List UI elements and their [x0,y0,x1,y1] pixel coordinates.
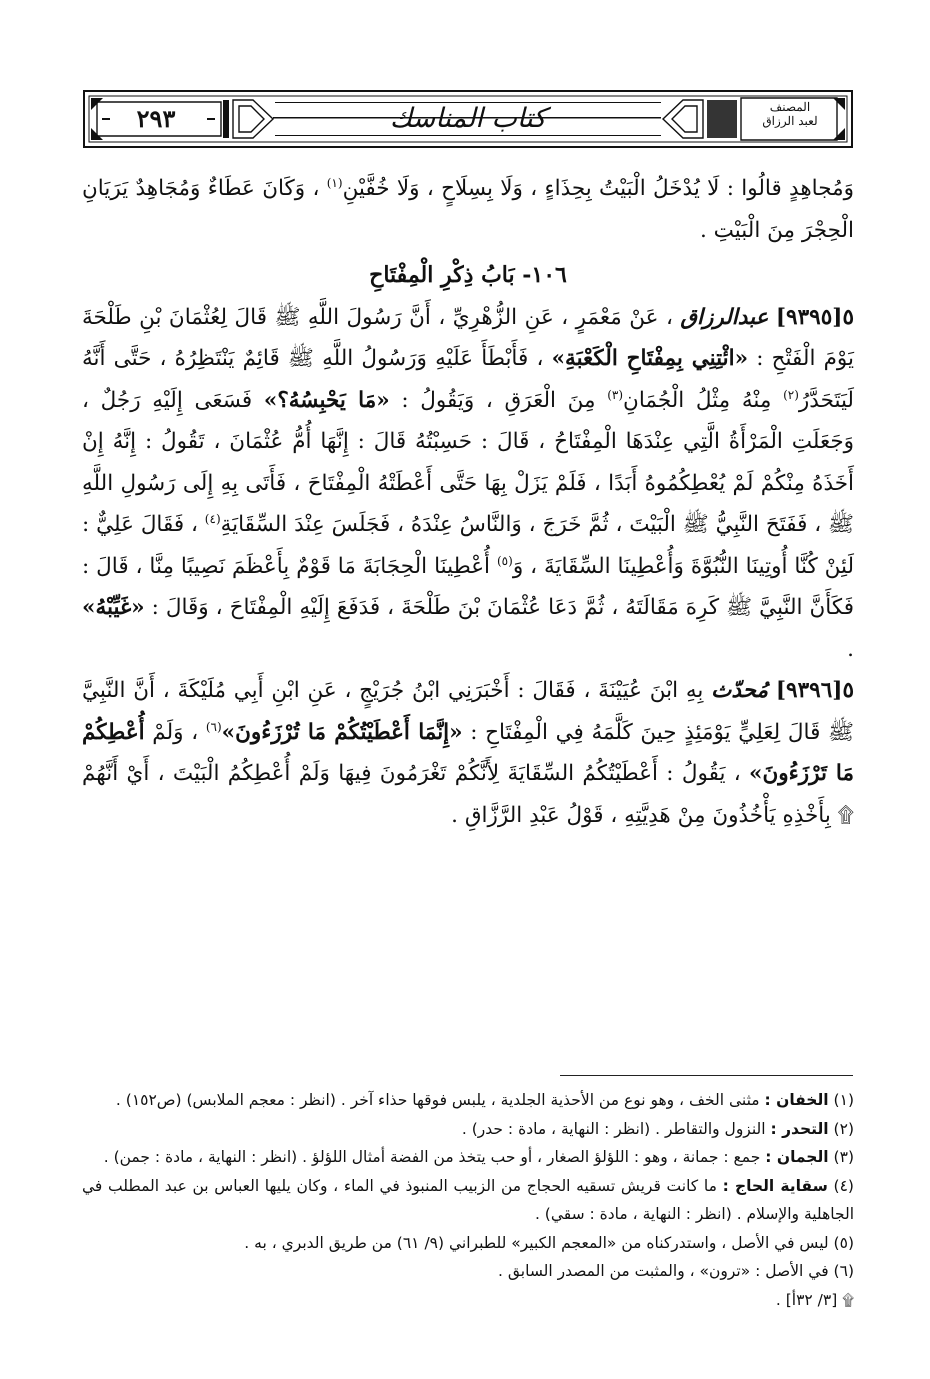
footnote-2 [82,1115,854,1144]
hadith-text: مِنَ الْعَرَقِ ، وَيَقُولُ : [401,387,596,413]
footnote-text: النزول والتقاطر . (انظر : النهاية ، مادة : حدر) . [461,1119,766,1138]
prophetic-quote: «مَا يَحْبِسُهُ؟» [263,387,390,413]
hadith-number: ٥[٩٣٩٥] [775,304,854,330]
hadith-text: ، فَأَبْطَأَ عَلَيْهِ وَرَسُولُ اللَّهِ ﷺ قَائِمٌ يَنْتَظِرُهُ ، حَتَّى أَنَّهُ لَيَتَحَدَّرُ [82,346,854,413]
manuscript-marker-icon: ۩ [842,1290,854,1309]
prophetic-quote: أُعْطِكُمْ مَا تَرْزَءُونَ» [82,719,854,786]
footnote-ref-6: (٦) [205,719,222,734]
hadith-text: بِهِ ابْنَ عُيَيْنَةَ ، فَقَالَ : أَخْبَرَنِي ابْنُ جُرَيْجٍ ، عَنِ ابْنِ أَبِي مُلَيْكَةَ ، أَنَّ النَّبِيَّ ﷺ قَالَ لِعَلِيٍّ يَوْمَئِذٍ حِينَ كَلَّمَهُ فِي الْمِفْتَاحِ : [82,678,854,745]
footnote-number: (٦) [833,1262,854,1280]
footnote-4 [82,1172,854,1229]
intro-paragraph [82,168,854,251]
footnote-text: [٣/ ٣٢أ] . [775,1290,838,1309]
hadith-text: ، وَلَمْ [152,719,199,745]
footnote-number: (١) [833,1091,854,1109]
chapter-heading: ١٠٦- بَابُ ذِكْرِ الْمِفْتَاحِ [369,262,567,288]
prophetic-quote: «ائْتِنِي بِمِفْتَاحِ الْكَعْبَةِ» [551,346,749,371]
prophetic-quote: «غَيِّبْهُ» [82,595,145,620]
running-title: كتاب المناسك [389,103,547,134]
footnote-number: (٢) [833,1119,854,1138]
footnote-number: (٥) [833,1233,854,1252]
hadith-text: أُعْطِينَا الْحِجَابَةَ مَا قَوْمٌ بِأَعْظَمَ نَصِيبًا مِنَّا ، قَالَ : فَكَأَنَّ النَّبِيَّ ﷺ كَرِهَ مَقَالَتَهُ ، ثُمَّ دَعَا عُثْمَانَ بْنَ طَلْحَةَ ، فَدَفَعَ إِلَيْهِ الْمِفْتَاحَ ، وَقَالَ : [82,553,854,620]
prophetic-quote: «إِنَّمَا أَعْطَيْتُكُمْ مَا تُرْزَءُونَ» [221,719,463,745]
footnote-term: سقاية الحاج : [722,1176,828,1195]
intro-text: وَمُجاهِدٍ قالُوا : لَا يُدْخَلُ الْبَيْتُ بِحِذَاءٍ ، وَلَا بِسِلَاحٍ ، وَلَا خُفَّيْنِ [342,176,855,201]
hadith-text: . [847,636,854,662]
footnote-term: الجمان : [765,1148,829,1166]
hadith-9396 [82,670,854,836]
footnote-text: في الأصل : «ترون» ، والمثبت من المصدر السابق . [498,1262,829,1280]
footnote-1 [82,1086,854,1115]
book-logo [749,100,831,138]
page-number: ٢٩٣ [136,104,176,133]
footnote-text: جمع : جمانة ، وهو : اللؤلؤ الصغار ، أو حب يتخذ من الفضة أمثال اللؤلؤ . (انظر : النهاية ، مادة : جمن) . [103,1148,761,1166]
footnote-manuscript-ref [82,1286,854,1315]
footnote-text: ليس في الأصل ، واستدركناه من «المعجم الكبير» للطبراني (٩/ ٦١) من طريق الدبري ، به . [244,1233,829,1252]
footnote-ref-5: (٥) [496,553,513,568]
footnotes [82,1086,854,1314]
hadith-author: عبدالرزاق [680,304,769,330]
footnote-3 [82,1143,854,1172]
hadith-text: مِنْهُ مِثْلُ الْجُمَانِ [623,387,772,413]
footnote-ref-1: (١) [326,175,343,190]
footnote-number: (٣) [833,1148,854,1166]
hadith-9395 [82,297,854,671]
logo-line2: لعبد الرزاق [762,114,818,128]
hadith-text: فَسَعَى إِلَيْهِ رَجُلٌ ، وَجَعَلَتِ الْمَرْأَةُ الَّتِي عِنْدَهَا الْمِفْتَاحُ ، قَالَ : حَسِبْتُهُ قَالَ : إِنَّهَا أُمُّ عُثْمَانَ ، تَقُولُ : إِنَّهُ إِنْ أَخَذَهُ مِنْكُمْ لَمْ يُعْطِكُمُوهُ أَبَدًا ، فَلَمْ يَزَلْ بِهَا حَتَّى أَعْطَتْهُ الْمِفْتَاحَ ، فَأَتَى بِهِ إِلَى رَسُولِ اللَّهِ ﷺ ، فَفَتَحَ النَّبِيُّ ﷺ الْبَيْتَ ، ثُمَّ خَرَجَ ، وَالنَّاسُ عِنْدَهُ ، فَجَلَسَ عِنْدَ السِّقَايَةِ [82,387,854,537]
page-header [83,90,853,148]
logo-line1: المصنف [769,100,811,114]
hadith-number: ٥[٩٣٩٦] [775,678,854,703]
footnote-text: ما كانت قريش تسقيه الحجاج من الزبيب المنبوذ في الماء ، وكان يليها العباس بن عبد المطلب في الجاهلية والإسلام . (انظر : النهاية ، مادة : سقي) . [82,1176,854,1223]
footnote-ref-3: (٣) [607,387,624,402]
footnote-5 [82,1229,854,1258]
hadith-text: ، فَقَالَ عَلِيٌّ : لَئِنْ كُنَّا أُوتِينَا النُّبُوَّةَ وَأُعْطِينَا السِّقَايَةَ ، وَ [82,512,855,579]
footnote-6 [82,1257,854,1286]
hadith-author: مُحدّث [711,678,769,703]
footnote-term: الخفان : [764,1091,829,1109]
footnote-ref-2: (٢) [783,387,799,402]
footnote-separator [560,1075,853,1076]
intro-text-2: ، وَكَانَ عَطَاءٌ وَمُجَاهِدٌ يَرَيَانِ الْحِجْرَ مِنَ الْبَيْتِ . [82,176,854,243]
hadith-text: ، عَنْ مَعْمَرٍ ، عَنِ الزُّهْرِيِّ ، أَنَّ رَسُولَ اللَّهِ ﷺ قَالَ لِعُثْمَانَ بْنِ طَلْحَةَ يَوْمَ الْفَتْحِ : [82,304,855,371]
main-text [82,168,854,836]
footnote-text: مثنى الخف ، وهو نوع من الأحذية الجلدية ، يلبس فوقها حذاء آخر . (انظر : معجم الملابس) (ص١٥٢) . [115,1091,760,1109]
footnote-term: التحدر : [770,1119,829,1138]
footnote-ref-4: (٤) [204,511,221,526]
footnote-number: (٤) [833,1176,854,1195]
hadith-text: ، يَقُولُ : أَعْطَيْتُكُمُ السِّقَايَةَ لِأَنَّكُمْ تَغْرَمُونَ فِيهَا وَلَمْ أُعْطِكُمُ الْبَيْتَ ، أَيْ أَنَّهُمْ ۩ بِأَخْذِهِ يَأْخُذُونَ مِنْ هَدِيَّتِهِ ، قَوْلُ عَبْدِ الرَّزَّاقِ . [82,761,854,828]
